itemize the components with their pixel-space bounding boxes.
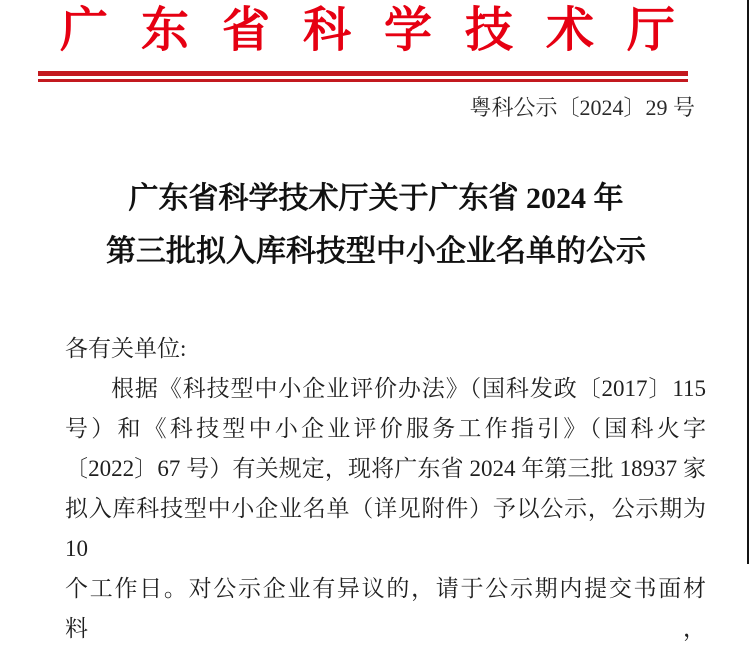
body-text-line: 根据《科技型中小企业评价办法》（国科发政〔2017〕115: [111, 376, 706, 401]
body-text-line: 〔2022〕67 号）有关规定，现将广东省 2024 年第三批 18937 家: [65, 456, 706, 481]
red-rule-thin-line: [38, 79, 688, 82]
red-rule-thick-line: [38, 71, 688, 76]
document-body: [65, 329, 706, 649]
body-text-line: 个工作日。对公示企业有异议的，请于公示期内提交书面材料，: [65, 576, 706, 641]
salutation-line: 各有关单位:: [65, 336, 187, 361]
document-title-line1: 广东省科学技术厅关于广东省 2024 年: [128, 182, 624, 215]
document-reference-number: 粤科公示〔2024〕29 号: [469, 95, 695, 120]
red-double-rule: [38, 71, 688, 82]
document-title: [0, 172, 752, 278]
document-title-line2: 第三批拟入库科技型中小企业名单的公示: [106, 235, 646, 268]
body-text-line: 拟入库科技型中小企业名单（详见附件）予以公示，公示期为 10: [65, 496, 706, 561]
agency-masthead-title: 广东省科学技术厅: [60, 4, 709, 57]
page-right-edge-line: [747, 0, 749, 564]
body-text-line: 号）和《科技型中小企业评价服务工作指引》（国科火字: [65, 416, 706, 441]
